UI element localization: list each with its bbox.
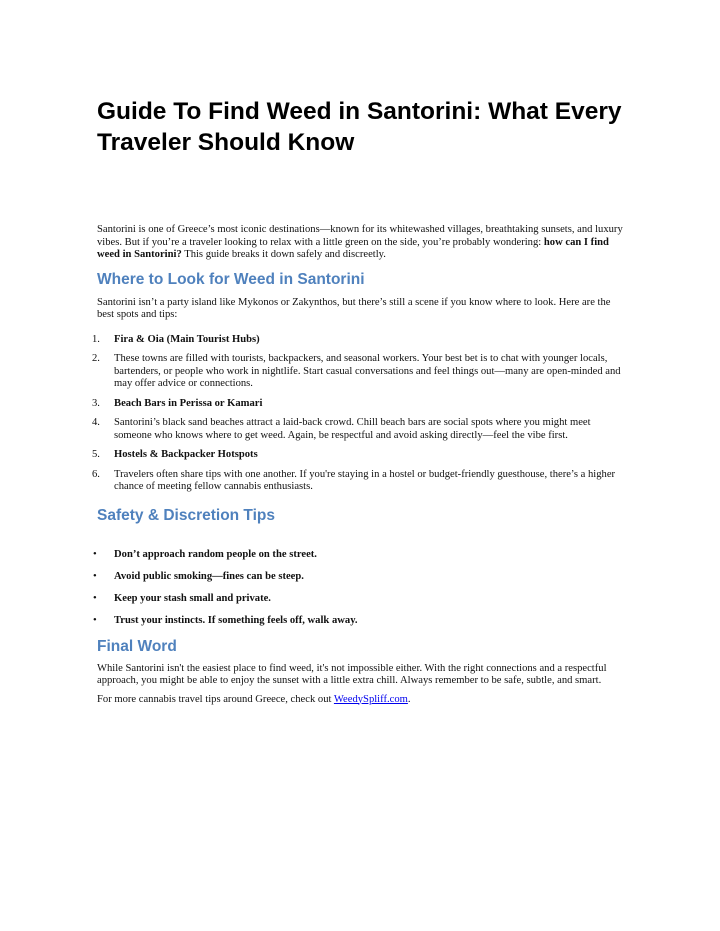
intro-bold-question: how can I find weed in Santorini? — [97, 236, 609, 260]
bullet-item — [93, 570, 627, 584]
list-item — [92, 333, 627, 347]
list-item-text: Hostels & Backpacker Hotspots — [114, 449, 258, 460]
list-item-text: Beach Bars in Perissa or Kamari — [114, 397, 263, 409]
list-item — [92, 449, 627, 462]
bullet-icon: • — [93, 570, 97, 582]
list-number: 3. — [92, 397, 100, 409]
intro-paragraph — [97, 224, 627, 262]
list-number: 6. — [92, 468, 100, 480]
where-heading: Where to Look for Weed in Santorini — [97, 270, 365, 288]
bullet-icon: • — [93, 614, 97, 626]
more-tips-text: For more cannabis travel tips around Greece, check out — [97, 693, 334, 705]
bullet-text: Keep your stash small and private. — [114, 592, 271, 604]
list-number: 4. — [92, 417, 100, 428]
safety-heading: Safety & Discretion Tips — [97, 506, 276, 524]
list-item — [92, 397, 627, 411]
document-page — [92, 96, 627, 706]
where-paragraph: Santorini isn’t a party island like Mykonos or Zakynthos, but there’s still a scene if you know where to look. Here are the best spots and tips: — [97, 296, 611, 320]
final-heading: Final Word — [97, 637, 177, 655]
list-item — [92, 468, 627, 494]
bullet-item — [93, 592, 627, 606]
list-item-text: Travelers often share tips with one another. If you're staying in a hostel or budget-friendly guesthouse, there’s a higher chance of meeting fellow cannabis enthusiasts. — [114, 468, 616, 492]
list-number: 5. — [92, 449, 100, 460]
more-tips-suffix: . — [407, 693, 411, 705]
bullet-item — [93, 614, 627, 628]
weedyspliff-link[interactable]: WeedySpliff.com — [333, 693, 408, 705]
intro-tail: This guide breaks it down safely and discreetly. — [181, 249, 386, 260]
list-number: 2. — [92, 353, 100, 364]
safety-list — [93, 548, 627, 628]
list-item-text: Fira & Oia (Main Tourist Hubs) — [114, 333, 260, 345]
where-list — [92, 333, 627, 494]
bullet-item — [93, 548, 627, 562]
bullet-icon: • — [93, 592, 97, 604]
intro-text: Santorini is one of Greece’s most iconic destinations—known for its whitewashed villages, breathtaking sunsets, and luxury vibes. But if you’re a traveler looking to relax with a little green on the side, you’re probably wondering: — [97, 224, 623, 248]
bullet-text: Avoid public smoking—fines can be steep. — [114, 570, 304, 582]
list-item-text: Santorini’s black sand beaches attract a laid-back crowd. Chill beach bars are social spots where you might meet someone who knows where to get weed. Again, be respectful and avoid asking directly—feel the vibe first. — [114, 417, 591, 441]
bullet-text: Don’t approach random people on the street. — [114, 548, 317, 560]
list-item — [92, 353, 627, 391]
final-paragraph: While Santorini isn't the easiest place to find weed, it's not impossible either. With the right connections and a respectful approach, you might be able to enjoy the sunset with a little extra chill. Always remember to be safe, subtle, and smart. — [97, 662, 607, 686]
list-item — [92, 417, 627, 442]
list-number: 1. — [92, 333, 100, 345]
bullet-text: Trust your instincts. If something feels off, walk away. — [114, 614, 358, 626]
page-title: Guide To Find Weed in Santorini: What Every Traveler Should Know — [97, 98, 622, 156]
bullet-icon: • — [93, 548, 97, 560]
list-item-text: These towns are filled with tourists, backpackers, and seasonal workers. Your best bet is to chat with younger locals, bartenders, or people who work in nightlife. Start casual conversations and feel things out—many are open-minded and may offer advice or connections. — [114, 353, 621, 389]
more-tips-paragraph — [97, 694, 627, 707]
